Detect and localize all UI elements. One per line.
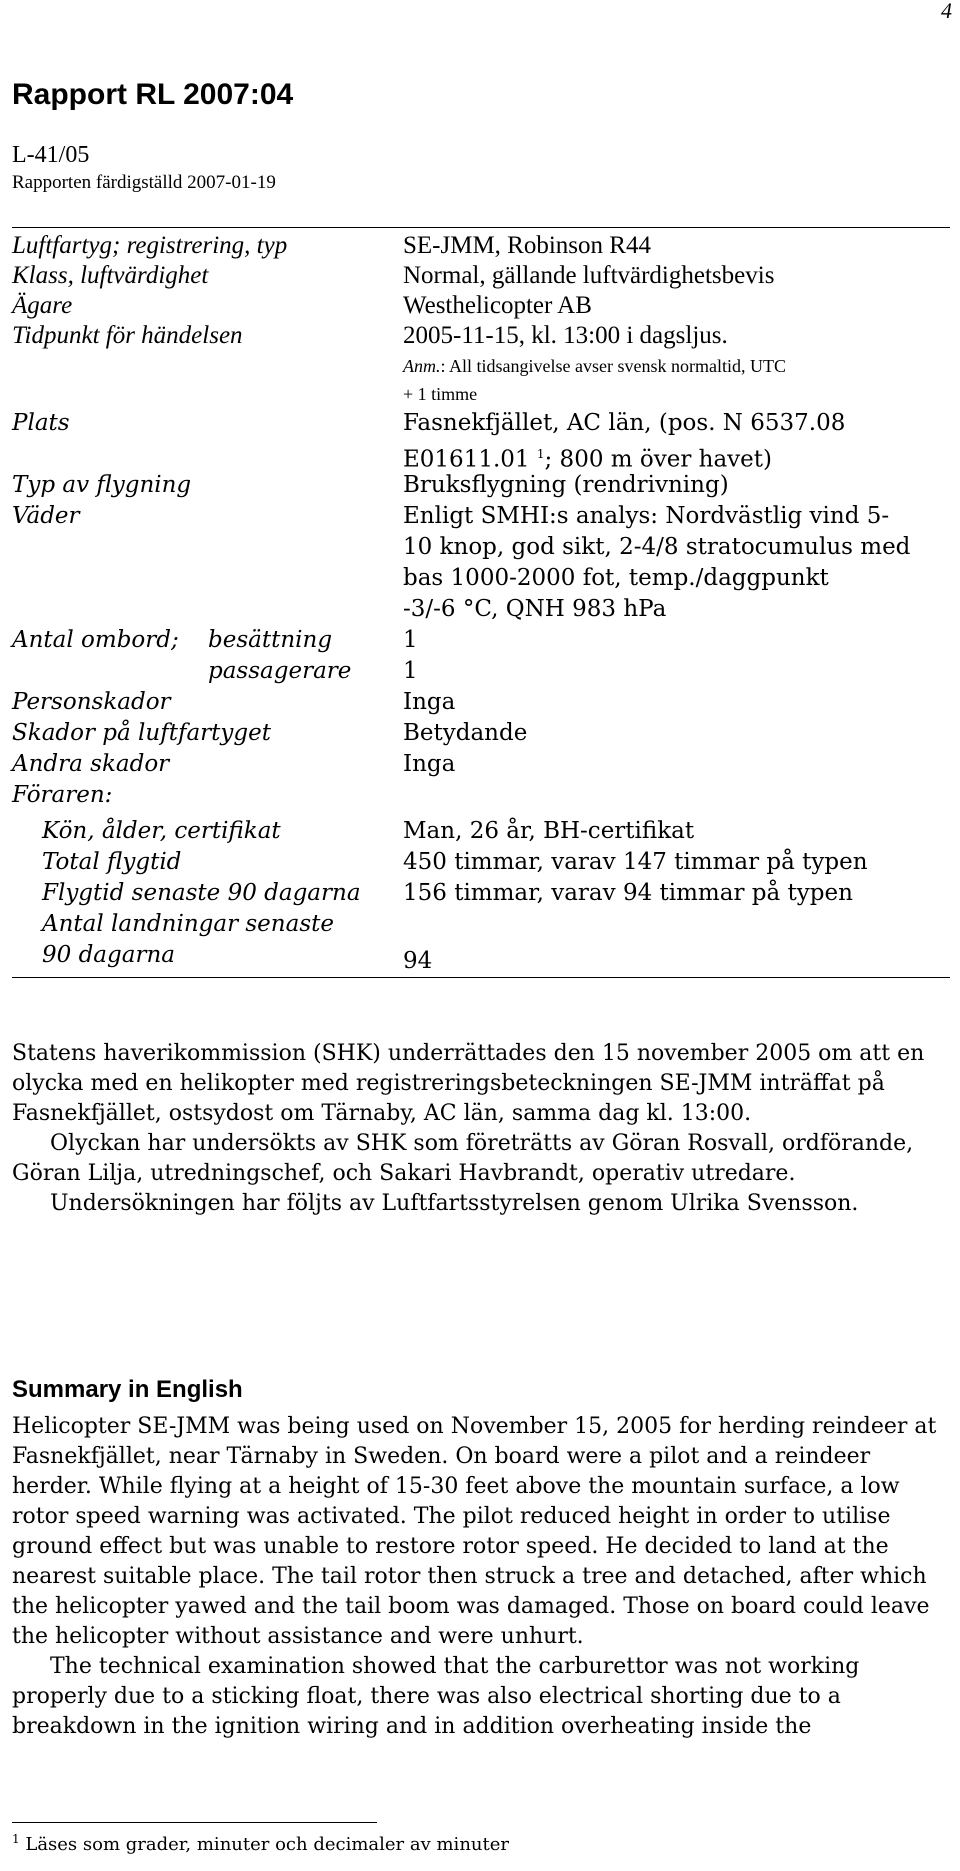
fact-row-time [12, 320, 243, 352]
damage-value: Betydande [403, 720, 528, 746]
fact-row-owner [12, 290, 72, 322]
onboard-label: Antal ombord; [12, 627, 179, 653]
weather-line: -3/-6 °C, QNH 983 hPa [403, 596, 667, 622]
weather-line: 10 knop, god sikt, 2-4/8 stratocumulus med [403, 534, 911, 560]
pilot-gender-value: Man, 26 år, BH-certifikat [403, 818, 695, 844]
owner-value: Westhelicopter AB [403, 292, 592, 319]
page-number: 4 [941, 0, 952, 23]
footnote-ref: 1 [536, 447, 545, 461]
other-damage-label: Andra skador [12, 751, 170, 777]
table-bottom-rule [12, 977, 950, 978]
aircraft-label: Luftfartyg; registrering, typ [12, 232, 288, 259]
damage-label: Skador på luftfartyget [12, 720, 271, 746]
intro-section [12, 1039, 950, 1219]
crew-value: 1 [403, 627, 418, 653]
table-top-rule [12, 227, 950, 228]
intro-paragraph: Undersökningen har följts av Luftfartsstyrelsen genom Ulrika Svensson. [50, 1191, 859, 1216]
recent-time-value: 156 timmar, varav 94 timmar på typen [403, 880, 853, 906]
footnote-marker: 1 [12, 1832, 20, 1846]
fact-row-aircraft [12, 230, 287, 262]
time-label: Tidpunkt för händelsen [12, 322, 243, 349]
pilot-label: Föraren: [12, 782, 113, 808]
report-completed-date: Rapporten färdigställd 2007-01-19 [12, 172, 276, 193]
crew-label: besättning [208, 627, 333, 653]
place-altitude: ; 800 m över havet) [544, 446, 772, 473]
owner-label: Ägare [12, 292, 73, 319]
landings-label: Antal landningar senaste [42, 911, 334, 937]
total-time-label: Total flygtid [42, 849, 182, 875]
aircraft-value: SE-JMM, Robinson R44 [403, 232, 651, 259]
intro-paragraph: Statens haverikommission (SHK) underrättades den 15 november 2005 om att en olycka med en helikopter med registreringsbeteckningen SE-JMM inträffat på Fasnekfjället, ostsydost om Tärnaby, AC län, samma dag kl. 13:00. [12, 1041, 925, 1126]
report-reference: L-41/05 [12, 142, 90, 168]
passengers-label: passagerare [208, 658, 352, 684]
injuries-value: Inga [403, 689, 456, 715]
time-note-2: + 1 timme [403, 384, 478, 404]
note-prefix: Anm. [403, 356, 441, 376]
report-title: Rapport RL 2007:04 [12, 78, 294, 111]
time-value: 2005-11-15, kl. 13:00 i dagsljus. [403, 322, 728, 349]
place-value-1: Fasnekfjället, AC län, (pos. N 6537.08 [403, 410, 846, 436]
flight-type-value: Bruksflygning (rendrivning) [403, 472, 729, 498]
footnote-rule [12, 1822, 377, 1823]
place-coordinate: E01611.01 [403, 446, 530, 473]
landings-label-2: 90 dagarna [42, 942, 175, 968]
passengers-value: 1 [403, 658, 418, 684]
flight-type-label: Typ av flygning [12, 472, 192, 498]
total-time-value: 450 timmar, varav 147 timmar på typen [403, 849, 868, 875]
summary-paragraph: Helicopter SE-JMM was being used on November 15, 2005 for herding reindeer at Fasnekfjället, near Tärnaby in Sweden. On board were a pilot and a reindeer herder. While flying at a height of 15-30 feet above the mountain surface, a low rotor speed warning was activated. The pilot reduced height in order to utilise ground effect but was unable to restore rotor speed. He decided to land at the nearest suitable place. The tail rotor then struck a tree and detached, after which the helicopter yawed and the tail boom was damaged. Those on board could leave the helicopter without assistance and were unhurt. [12, 1414, 937, 1649]
class-value: Normal, gällande luftvärdighetsbevis [403, 262, 775, 289]
weather-label: Väder [12, 503, 80, 529]
summary-paragraph: The technical examination showed that the carburettor was not working properly due to a sticking float, there was also electrical shorting due to a breakdown in the ignition wiring and in addition overheating inside the [12, 1654, 860, 1739]
note-text: : All tidsangivelse avser svensk normaltid, UTC [440, 356, 786, 376]
weather-line: bas 1000-2000 fot, temp./daggpunkt [403, 565, 829, 591]
class-label: Klass, luftvärdighet [12, 262, 209, 289]
time-note [403, 352, 786, 380]
intro-paragraph: Olyckan har undersökts av SHK som företrätts av Göran Rosvall, ordförande, Göran Lilja, utredningschef, och Sakari Havbrandt, operativ utredare. [12, 1131, 914, 1186]
summary-heading: Summary in English [12, 1376, 243, 1403]
weather-line: Enligt SMHI:s analys: Nordvästlig vind 5- [403, 503, 890, 529]
injuries-label: Personskador [12, 689, 171, 715]
recent-time-label: Flygtid senaste 90 dagarna [42, 880, 361, 906]
summary-section [12, 1412, 950, 1742]
footnote-text: Läses som grader, minuter och decimaler av minuter [19, 1834, 509, 1855]
landings-value: 94 [403, 948, 433, 974]
footnote [12, 1832, 509, 1855]
place-label: Plats [12, 410, 70, 436]
pilot-gender-label: Kön, ålder, certifikat [42, 818, 281, 844]
fact-row-class [12, 260, 208, 292]
other-damage-value: Inga [403, 751, 456, 777]
